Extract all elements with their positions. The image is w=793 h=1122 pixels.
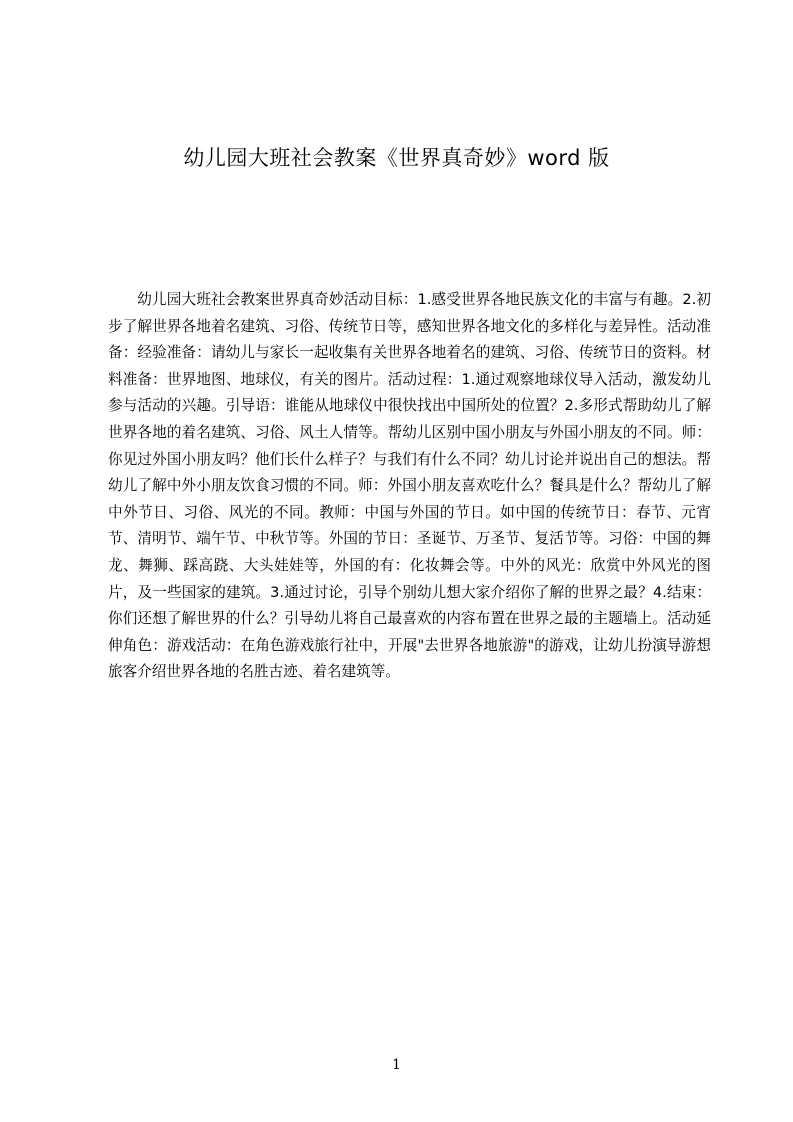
document-title: 幼儿园大班社会教案《世界真奇妙》word 版 [183,146,610,170]
document-body-paragraph: 幼儿园大班社会教案世界真奇妙活动目标：1.感受世界各地民族文化的丰富与有趣。2.初步了解世界各地着名建筑、习俗、传统节日等，感知世界各地文化的多样化与差异性。活动准备：经验准备：请幼儿与家长一起收集有关世界各地着名的建筑、习俗、传统节日的资料。材料准备：世界地图、地球仪，有关的图片。活动过程：1.通过观察地球仪导入活动，激发幼儿参与活动的兴趣。引导语：谁能从地球仪中很快找出中国所处的位置？2.多形式帮助幼儿了解世界各地的着名建筑、习俗、风土人情等。帮幼儿区别中国小朋友与外国小朋友的不同。师：你见过外国小朋友吗？他们长什么样子？与我们有什么不同？幼儿讨论并说出自己的想法。帮幼儿了解中外小朋友饮食习惯的不同。师：外国小朋友喜欢吃什么？餐具是什么？帮幼儿了解中外节日、习俗、风光的不同。教师：中国与外国的节日。如中国的传统节日：春节、元宵节、清明节、端午节、中秋节等。外国的节日：圣诞节、万圣节、复活节等。习俗：中国的舞龙、舞狮、踩高跷、大头娃娃等，外国的有：化妆舞会等。中外的风光：欣赏中外风光的图片，及一些国家的建筑。3.通过讨论，引导个别幼儿想大家介绍你了解的世界之最？4.结束：你们还想了解世界的什么？引导幼儿将自己最喜欢的内容布置在世界之最的主题墙上。活动延伸角色：游戏活动：在角色游戏旅行社中，开展"去世界各地旅游"的游戏，让幼儿扮演导游想旅客介绍世界各地的名胜古迹、着名建筑等。 [108,291,711,681]
page-number: 1 [392,1057,401,1073]
